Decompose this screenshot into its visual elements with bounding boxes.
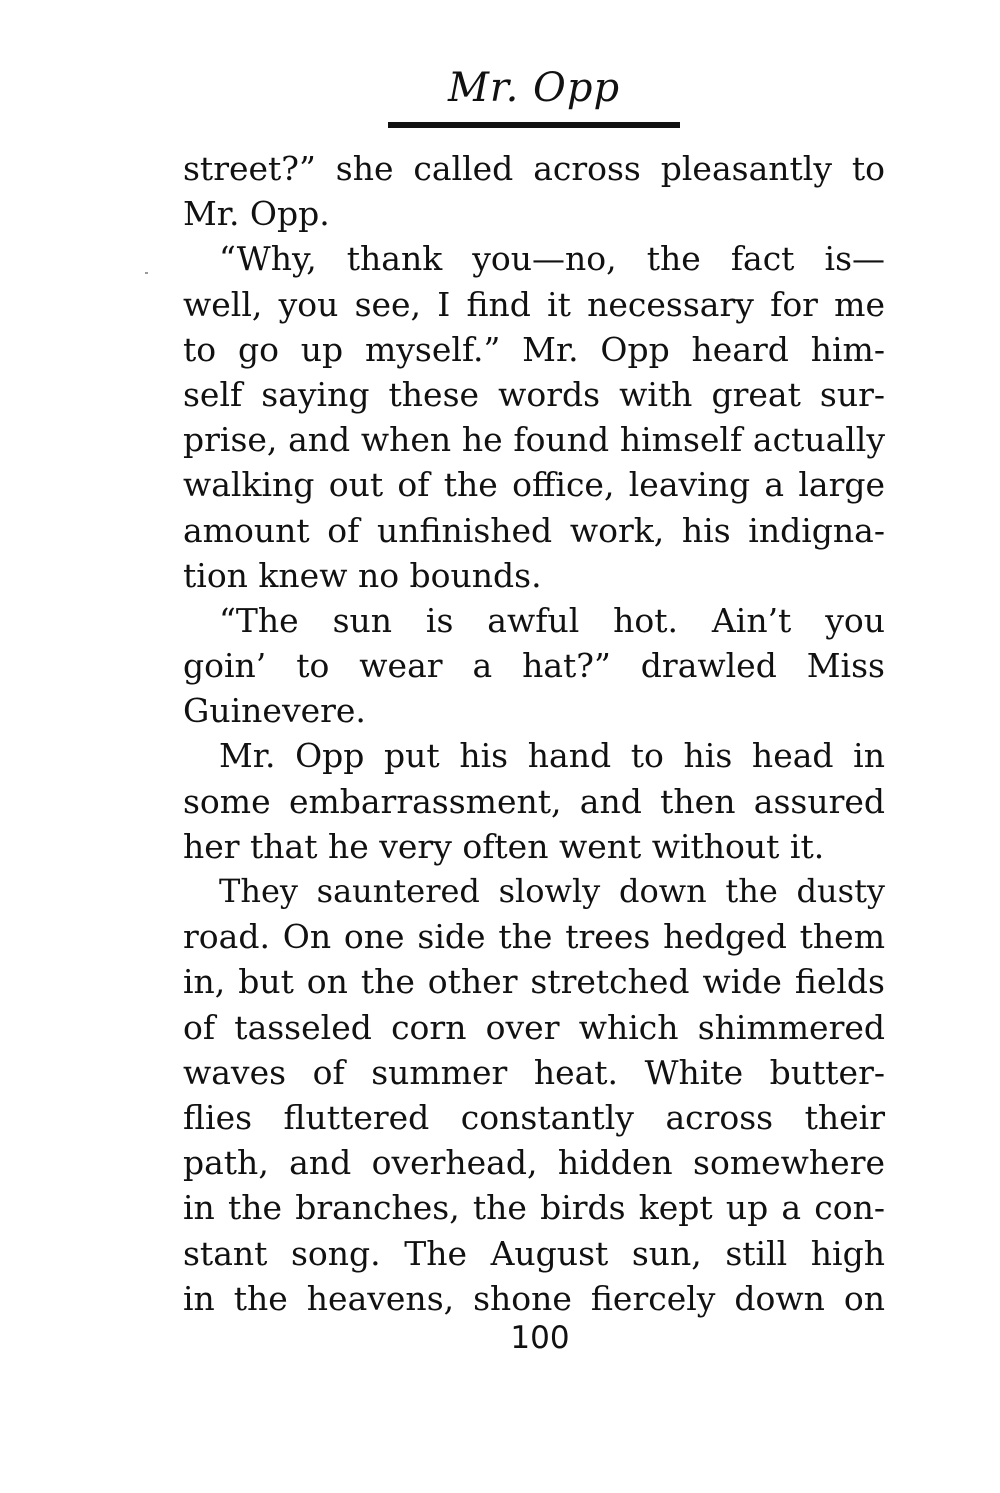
text-line: well, you see, I find it necessary for me xyxy=(183,284,885,324)
header-rule xyxy=(388,122,680,128)
text-line: path, and overhead, hidden somewhere xyxy=(183,1143,885,1183)
text-line: amount of unfinished work, his indigna- xyxy=(183,510,885,550)
body-text xyxy=(183,146,885,1321)
text-line: her that he very often went without it. xyxy=(183,826,825,866)
text-line: self saying these words with great sur- xyxy=(183,374,885,414)
text-line: waves of summer heat. White butter- xyxy=(183,1052,885,1092)
text-line: Guinevere. xyxy=(183,691,366,731)
text-line: in the branches, the birds kept up a con- xyxy=(183,1188,885,1228)
text-line: in the heavens, shone fiercely down on xyxy=(183,1278,885,1318)
text-line: “The sun is awful hot. Ain’t you xyxy=(219,600,885,640)
text-line: some embarrassment, and then assured xyxy=(183,781,885,821)
text-line: tion knew no bounds. xyxy=(183,555,542,595)
text-line: to go up myself.” Mr. Opp heard him- xyxy=(183,329,885,369)
text-line: Mr. Opp put his hand to his head in xyxy=(219,736,885,776)
running-head-title: Mr. Opp xyxy=(447,65,621,111)
text-line: “Why, thank you—no, the fact is— xyxy=(219,239,885,279)
text-line: They sauntered slowly down the dusty xyxy=(219,872,885,910)
text-line: Mr. Opp. xyxy=(183,194,330,234)
text-line: walking out of the office, leaving a large xyxy=(183,465,885,505)
text-line: in, but on the other stretched wide fields xyxy=(183,962,885,1002)
text-line: street?” she called across pleasantly to xyxy=(183,149,885,188)
text-line: road. On one side the trees hedged them xyxy=(183,917,885,957)
text-line: goin’ to wear a hat?” drawled Miss xyxy=(183,646,885,686)
text-line: stant song. The August sun, still high xyxy=(183,1233,885,1273)
text-line: of tasseled corn over which shimmered xyxy=(183,1007,885,1047)
scan-speck xyxy=(145,272,148,274)
text-line: prise, and when he found himself actually xyxy=(183,420,885,460)
page-number: 100 xyxy=(510,1320,570,1356)
text-line: flies fluttered constantly across their xyxy=(183,1097,885,1137)
